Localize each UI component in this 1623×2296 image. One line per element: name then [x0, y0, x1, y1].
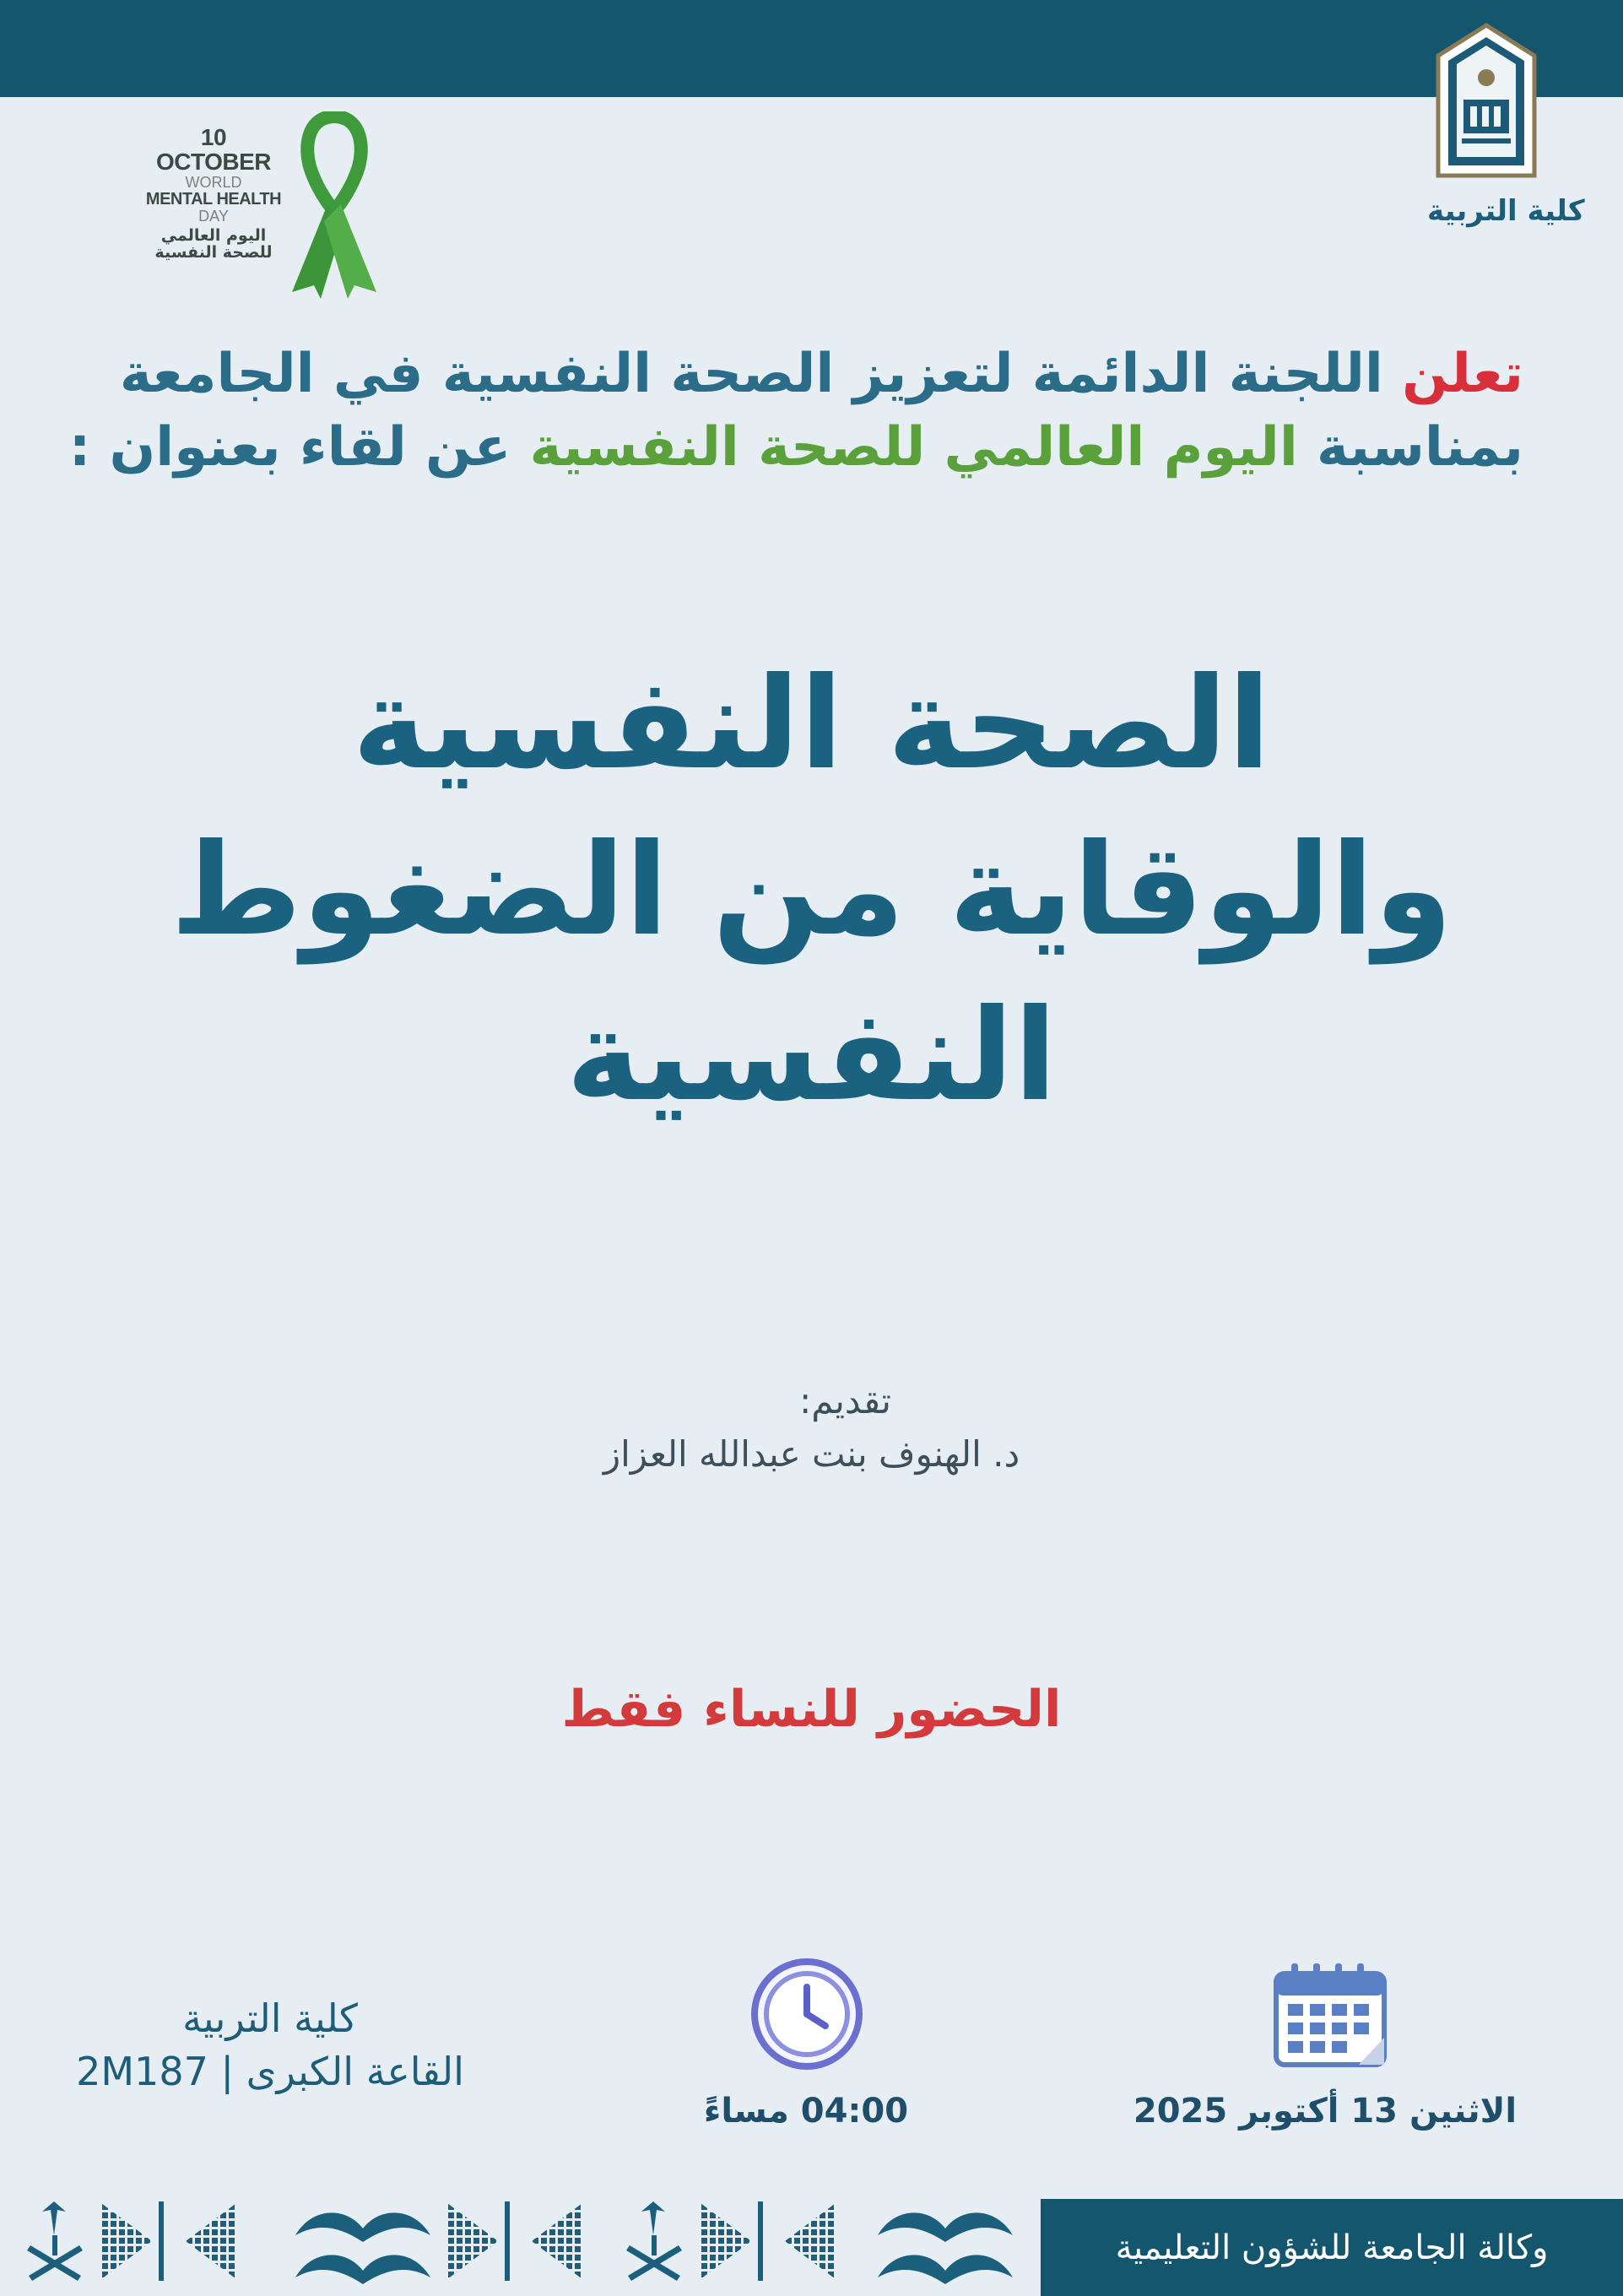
badge-name: MENTAL HEALTH [145, 189, 282, 208]
badge-arabic-line1: اليوم العالمي [160, 225, 267, 245]
mental-health-day-badge [100, 108, 412, 319]
place-line1: كلية التربية [182, 1995, 358, 2041]
announcement [68, 338, 1523, 485]
announcement-verb: تعلن [1402, 343, 1523, 405]
event-place [51, 1992, 490, 2098]
announcement-line2-highlight: اليوم العالمي للصحة النفسية [529, 416, 1298, 479]
announcement-line2-prefix: بمناسبة [1297, 416, 1523, 479]
top-bar [0, 0, 1623, 97]
event-time: 04:00 مساءً [703, 2092, 909, 2131]
title-line1: الصحة النفسية [352, 651, 1271, 798]
footer-agency: وكالة الجامعة للشؤون التعليمية [1115, 2228, 1549, 2267]
badge-arabic-line2: للصحة النفسية [154, 242, 273, 262]
presenter-label: تقديم: [799, 1380, 891, 1421]
place-line2: القاعة الكبرى | 2M187 [76, 2048, 464, 2094]
event-date: الاثنين 13 أكتوبر 2025 [1133, 2092, 1518, 2131]
title-line2: والوقاية من الضغوط [170, 816, 1453, 964]
badge-world: WORLD [185, 173, 242, 191]
clock-icon [748, 1955, 866, 2073]
badge-date: 10 OCTOBER [156, 124, 271, 176]
footer-agency-bar [1041, 2199, 1623, 2296]
decorative-pattern [17, 2195, 1030, 2288]
announcement-line1-text: اللجنة الدائمة لتعزيز الصحة النفسية في الجامعة [119, 343, 1403, 405]
announcement-line2 [68, 411, 1523, 485]
college-label: كلية التربية [1427, 194, 1585, 228]
badge-day: DAY [198, 207, 229, 225]
presenter [0, 1380, 1623, 1475]
attendance-note: الحضور للنساء فقط [561, 1680, 1062, 1739]
presenter-name: د. الهنوف بنت عبدالله العزاز [603, 1433, 1020, 1475]
university-logo-icon [1433, 22, 1539, 179]
university-logo [1427, 22, 1585, 228]
awareness-ribbon-icon [284, 111, 385, 301]
announcement-line2-suffix: عن لقاء بعنوان : [68, 416, 530, 479]
title-line3: النفسية [565, 983, 1058, 1129]
lecture-title [0, 642, 1623, 1140]
announcement-line1 [89, 338, 1523, 411]
calendar-icon [1271, 1960, 1389, 2070]
